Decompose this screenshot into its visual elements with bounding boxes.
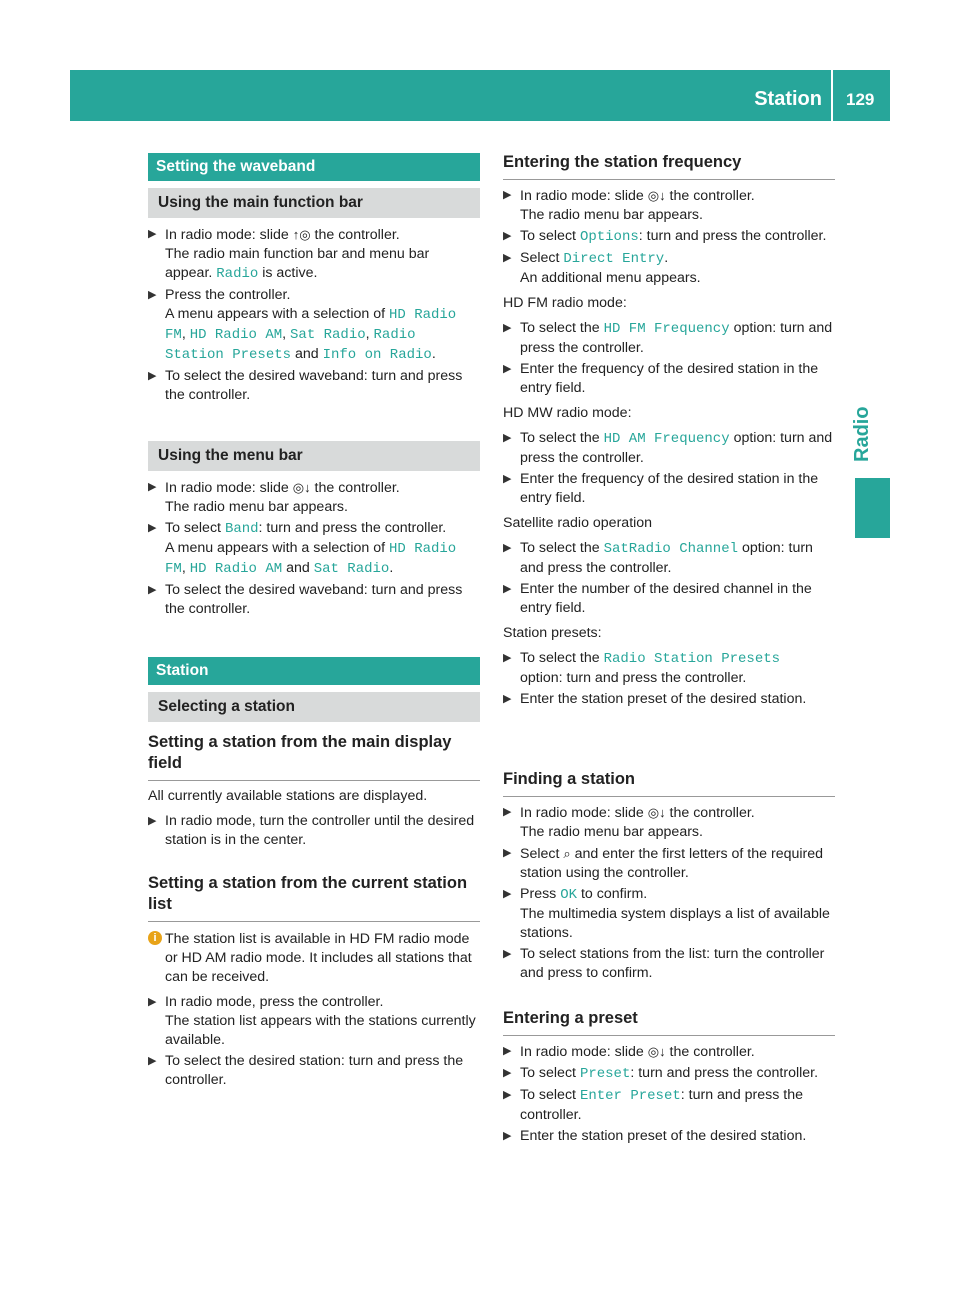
text: the controller. bbox=[665, 805, 755, 821]
text: To select the bbox=[520, 430, 604, 446]
section-title-station: Station bbox=[148, 657, 480, 685]
menu-term: Radio bbox=[216, 266, 259, 282]
menu-term: Band bbox=[224, 521, 259, 537]
step bbox=[148, 1052, 480, 1090]
text: To select bbox=[520, 1065, 580, 1081]
text: : turn and press the controller. bbox=[638, 228, 827, 244]
menu-term: HD Radio FM bbox=[165, 307, 457, 343]
step bbox=[148, 478, 480, 517]
text: In radio mode: slide bbox=[165, 227, 293, 243]
text: : turn and press the controller. bbox=[258, 520, 447, 536]
step bbox=[148, 993, 480, 1050]
text: the controller. bbox=[665, 1044, 755, 1060]
text: The radio menu bar appears. bbox=[520, 207, 703, 223]
step bbox=[503, 470, 835, 508]
text: option: turn and press the controller. bbox=[520, 430, 833, 466]
step bbox=[503, 227, 835, 247]
step bbox=[503, 885, 835, 943]
text: Press the controller. bbox=[165, 287, 291, 303]
subsection-title-main-bar: Using the main function bar bbox=[148, 188, 480, 218]
step bbox=[503, 1086, 835, 1125]
step bbox=[503, 360, 835, 398]
text: the controller. bbox=[310, 480, 400, 496]
text: The radio main function bar and menu bar appear. bbox=[165, 246, 430, 281]
menu-term: HD FM Frequency bbox=[603, 321, 730, 337]
step bbox=[503, 1127, 835, 1146]
text: , bbox=[282, 326, 291, 342]
text: In radio mode: slide bbox=[165, 480, 293, 496]
text: To select the bbox=[520, 320, 604, 336]
steps-menu-bar bbox=[148, 478, 480, 621]
text: Select bbox=[520, 250, 564, 266]
paragraph: All currently available stations are displayed. bbox=[148, 788, 428, 804]
paragraph: Satellite radio operation bbox=[503, 515, 653, 531]
section-title-waveband: Setting the waveband bbox=[148, 153, 480, 181]
menu-term: HD AM Frequency bbox=[603, 431, 730, 447]
text: The station list appears with the stations currently available. bbox=[165, 1013, 476, 1048]
text: Enter the station preset of the desired station. bbox=[520, 691, 807, 707]
side-tab-block bbox=[855, 478, 890, 538]
slide-down-icon: ◎↓ bbox=[647, 1044, 666, 1059]
menu-term: Radio Station Presets bbox=[165, 327, 416, 363]
text: . bbox=[389, 560, 394, 576]
step bbox=[148, 581, 480, 619]
text: the controller. bbox=[310, 227, 400, 243]
menu-term: Options bbox=[579, 229, 639, 245]
heading-frequency: Entering the station frequency bbox=[503, 152, 835, 180]
heading-preset: Entering a preset bbox=[503, 1008, 835, 1036]
text: A menu appears with a selection of bbox=[165, 540, 389, 556]
text: To select bbox=[520, 1087, 580, 1103]
step bbox=[503, 1042, 835, 1062]
subsection-title-menu-bar: Using the menu bar bbox=[148, 441, 480, 471]
text: In radio mode: slide bbox=[520, 1044, 648, 1060]
step bbox=[148, 367, 480, 405]
side-tab-label: Radio bbox=[851, 406, 873, 462]
text: and enter the first letters of the required station using the controller. bbox=[520, 846, 824, 881]
block-station-list bbox=[148, 930, 480, 1092]
text: and bbox=[291, 346, 323, 362]
text: A menu appears with a selection of bbox=[165, 306, 389, 322]
text: , bbox=[181, 560, 190, 576]
menu-term: HD Radio AM bbox=[189, 561, 283, 577]
step bbox=[503, 690, 835, 709]
block-preset bbox=[503, 1042, 835, 1148]
info-icon: i bbox=[148, 931, 162, 945]
block-finding bbox=[503, 803, 835, 985]
text: To select bbox=[165, 520, 225, 536]
step bbox=[503, 803, 835, 842]
paragraph: HD MW radio mode: bbox=[503, 405, 632, 421]
text: To select the bbox=[520, 540, 604, 556]
slide-down-icon: ◎↓ bbox=[292, 480, 311, 495]
text: To select the desired waveband: turn and press the controller. bbox=[165, 368, 463, 403]
step bbox=[503, 186, 835, 225]
text: An additional menu appears. bbox=[520, 270, 701, 286]
heading-main-display: Setting a station from the main display field bbox=[148, 732, 480, 781]
text: the controller. bbox=[665, 188, 755, 204]
text: To select the desired station: turn and press the controller. bbox=[165, 1053, 464, 1088]
menu-term: Info on Radio bbox=[322, 347, 432, 363]
text: option: turn and press the controller. bbox=[520, 670, 747, 686]
menu-term: Sat Radio bbox=[290, 327, 366, 343]
menu-term: SatRadio Channel bbox=[603, 541, 739, 557]
step bbox=[148, 519, 480, 579]
step bbox=[503, 580, 835, 618]
slide-down-icon: ◎↓ bbox=[647, 805, 666, 820]
text: In radio mode: slide bbox=[520, 805, 648, 821]
block-frequency bbox=[503, 186, 835, 711]
menu-term: Direct Entry bbox=[563, 251, 665, 267]
text: option: turn and press the controller. bbox=[520, 540, 813, 576]
slide-up-icon: ↑◎ bbox=[292, 227, 311, 242]
text: The radio menu bar appears. bbox=[520, 824, 703, 840]
menu-term: OK bbox=[560, 887, 578, 903]
info-note bbox=[148, 930, 480, 987]
paragraph: HD FM radio mode: bbox=[503, 295, 627, 311]
text: Select bbox=[520, 846, 564, 862]
menu-term: Preset bbox=[579, 1066, 631, 1082]
slide-down-icon: ◎↓ bbox=[647, 188, 666, 203]
paragraph: Station presets: bbox=[503, 625, 602, 641]
step bbox=[503, 429, 835, 468]
text: Press bbox=[520, 886, 561, 902]
text: The station list is available in HD FM radio mode or HD AM radio mode. It includes all stations that can be received. bbox=[165, 931, 472, 985]
header-title: Station bbox=[754, 88, 822, 110]
text: Enter the frequency of the desired station in the entry field. bbox=[520, 471, 819, 506]
step bbox=[503, 319, 835, 358]
heading-finding: Finding a station bbox=[503, 769, 835, 797]
menu-term: Radio Station Presets bbox=[603, 651, 781, 667]
step bbox=[503, 844, 835, 883]
text: In radio mode, press the controller. bbox=[165, 994, 384, 1010]
text: . bbox=[431, 346, 436, 362]
subsection-title-selecting: Selecting a station bbox=[148, 692, 480, 722]
text: option: turn and press the controller. bbox=[520, 320, 833, 356]
text: The radio menu bar appears. bbox=[165, 499, 348, 515]
text: To select bbox=[520, 228, 580, 244]
text: In radio mode: slide bbox=[520, 188, 648, 204]
text: , bbox=[181, 326, 190, 342]
search-icon: ⌕ bbox=[563, 846, 571, 861]
text: To select the desired waveband: turn and press the controller. bbox=[165, 582, 463, 617]
text: To select stations from the list: turn the controller and press to confirm. bbox=[520, 946, 825, 981]
text: The multimedia system displays a list of available stations. bbox=[520, 906, 830, 941]
text: and bbox=[282, 560, 314, 576]
text: . bbox=[664, 250, 669, 266]
text: to confirm. bbox=[577, 886, 648, 902]
menu-term: Enter Preset bbox=[579, 1088, 681, 1104]
text: : turn and press the controller. bbox=[630, 1065, 819, 1081]
text: , bbox=[365, 326, 374, 342]
step bbox=[503, 539, 835, 578]
step bbox=[503, 249, 835, 288]
page-number: 129 bbox=[846, 90, 875, 109]
text: Enter the station preset of the desired station. bbox=[520, 1128, 807, 1144]
text: Enter the number of the desired channel in the entry field. bbox=[520, 581, 812, 616]
menu-term: Sat Radio bbox=[313, 561, 390, 577]
steps-main-bar bbox=[148, 225, 480, 407]
step bbox=[148, 286, 480, 365]
text: : turn and press the controller. bbox=[520, 1087, 804, 1123]
text: Enter the frequency of the desired station in the entry field. bbox=[520, 361, 819, 396]
header-divider bbox=[831, 70, 833, 121]
step bbox=[503, 945, 835, 983]
heading-station-list: Setting a station from the current station list bbox=[148, 873, 480, 922]
step bbox=[503, 649, 835, 688]
step bbox=[503, 1064, 835, 1084]
step bbox=[148, 225, 480, 284]
menu-term: HD Radio FM bbox=[165, 541, 457, 577]
menu-term: HD Radio AM bbox=[189, 327, 283, 343]
text: In radio mode, turn the controller until the desired station is in the center. bbox=[165, 813, 475, 848]
text: is active. bbox=[258, 265, 318, 281]
block-main-display bbox=[148, 787, 480, 852]
step bbox=[148, 812, 480, 850]
text: To select the bbox=[520, 650, 604, 666]
